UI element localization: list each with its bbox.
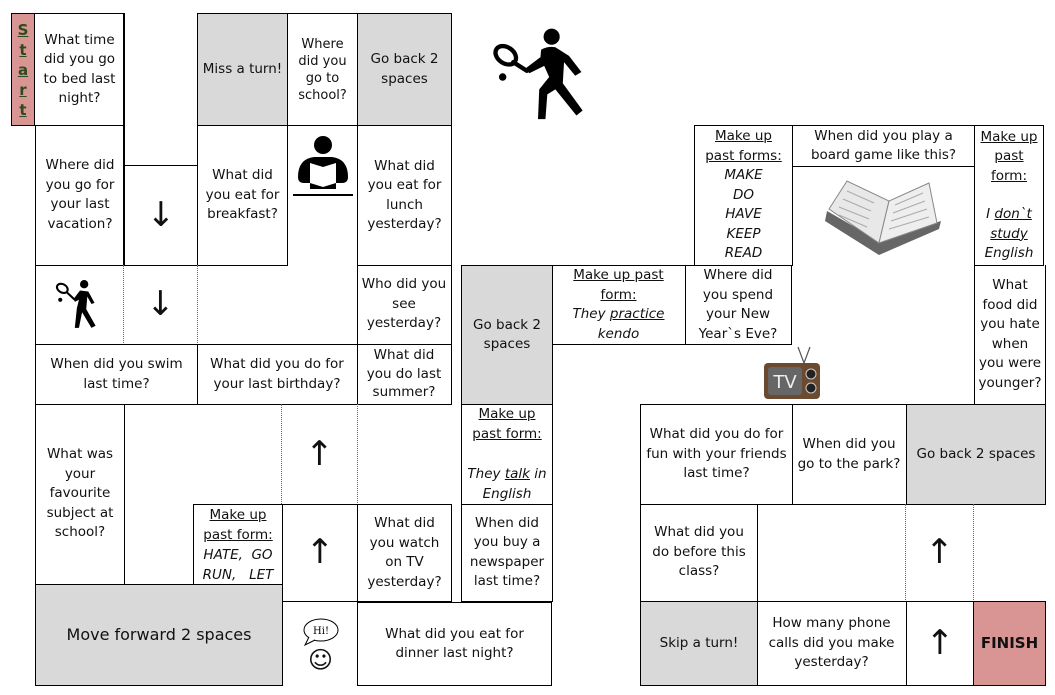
square-watch-tv	[357, 504, 452, 602]
make-up-sentence: They practice	[572, 306, 665, 322]
square-text: When did you go to the park?	[797, 436, 901, 472]
square-favourite-subject	[35, 404, 125, 585]
square-birthday	[197, 344, 358, 405]
square-empty-2	[124, 404, 282, 504]
make-up-title: Make up past form:	[472, 406, 542, 442]
tennis-player-icon	[54, 279, 106, 331]
square-summer	[357, 344, 452, 405]
square-make-up-practice	[552, 265, 686, 345]
square-new-year	[685, 265, 792, 345]
verb: DO	[732, 186, 755, 203]
make-up-title: form:	[990, 167, 1028, 184]
start-letter: r	[19, 80, 27, 99]
square-text: Miss a turn!	[202, 60, 283, 77]
arrow-down-icon: ↓	[146, 194, 176, 235]
start-letter: a	[17, 60, 29, 79]
tv-icon	[762, 345, 822, 401]
square-food-hate	[974, 265, 1046, 405]
reader-icon-cell	[288, 126, 358, 206]
start-letter: S	[17, 20, 29, 39]
arrow-up-icon: ↑	[925, 531, 954, 572]
square-phone-calls	[757, 601, 907, 686]
make-up-title: Make up past form:	[203, 506, 273, 543]
square-fun-friends	[640, 404, 793, 505]
book-icon-cell	[792, 166, 975, 266]
square-arrow-up-4	[906, 601, 974, 686]
square-text: What did you do before this class?	[652, 524, 746, 580]
speech-bubble-icon	[301, 617, 341, 647]
arrow-up-icon: ↑	[305, 433, 334, 474]
square-miss-turn	[197, 13, 288, 126]
verb: MAKE	[724, 167, 763, 184]
make-up-title: past	[994, 148, 1024, 164]
square-school	[287, 13, 358, 126]
arrow-up-icon: ↑	[305, 532, 335, 573]
square-before-class	[640, 504, 758, 602]
start-square	[11, 13, 35, 126]
hi-smiley-cell	[283, 602, 358, 686]
square-text: Where did you spend your New Year`s Eve?	[698, 267, 778, 342]
square-make-up-hate	[193, 504, 283, 585]
square-make-up-talk	[461, 404, 553, 505]
square-empty-3	[358, 404, 452, 504]
square-park	[792, 404, 907, 505]
square-text: What did you do last summer?	[366, 347, 442, 401]
make-up-sentence: They talk in English	[467, 466, 547, 502]
make-up-title: Make up past form:	[573, 267, 664, 303]
arrow-down-icon: ↓	[146, 284, 175, 325]
square-lunch	[357, 125, 452, 266]
square-arrow-up-2	[282, 504, 358, 602]
square-text: Go back 2 spaces	[916, 445, 1036, 462]
smiley-icon: ☺	[307, 646, 334, 675]
make-up-title: Make up	[980, 128, 1038, 145]
square-text: Skip a turn!	[659, 634, 739, 651]
square-empty-5	[974, 504, 1046, 602]
square-empty-4	[757, 504, 906, 602]
verb: KEEP	[726, 225, 761, 242]
square-swim	[35, 344, 198, 405]
square-go-back-right	[906, 404, 1046, 505]
square-arrow-down-2	[124, 265, 198, 345]
svg-text:Hi!: Hi!	[312, 626, 329, 638]
square-arrow-down-1	[124, 165, 198, 266]
verb-list: HATE, GO	[203, 546, 273, 563]
square-text: What did you do for fun with your friends last time?	[646, 426, 787, 482]
make-up-sentence-end: English	[984, 245, 1034, 261]
arrow-up-icon: ↑	[925, 622, 955, 663]
square-skip-turn	[640, 601, 758, 686]
svg-text:TV: TV	[773, 372, 797, 393]
square-vacation	[35, 125, 124, 266]
square-text: When did you play a board game like this?	[810, 127, 957, 163]
square-make-up-dont	[974, 125, 1044, 266]
square-empty-1	[198, 265, 358, 345]
finish-square	[973, 601, 1046, 686]
square-dinner	[357, 602, 552, 686]
square-make-up-forms	[694, 125, 793, 266]
square-text: What was your favourite subject at school?	[46, 446, 114, 541]
square-text: What food did you hate when you were younger?	[978, 277, 1042, 391]
square-newspaper	[461, 504, 553, 602]
tennis-icon-cell	[35, 265, 124, 345]
square-text: Move forward 2 spaces	[66, 625, 252, 645]
tennis-player-large-icon	[476, 2, 631, 152]
square-text: What did you eat for dinner last night?	[385, 625, 524, 661]
square-go-back-top	[357, 13, 452, 126]
open-book-icon	[819, 171, 949, 261]
square-text: What did you eat for lunch yesterday?	[367, 157, 442, 232]
verb: READ	[724, 245, 763, 262]
start-letter: t	[19, 40, 27, 59]
make-up-sentence-end: kendo	[597, 325, 640, 342]
square-text: When did you buy a newspaper last time?	[469, 514, 545, 589]
square-text: What time did you go to bed last night?	[43, 31, 116, 106]
square-go-back-mid	[461, 265, 553, 405]
square-breakfast	[197, 125, 288, 266]
square-text: When did you swim last time?	[50, 356, 183, 392]
square-text: What did you do for your last birthday?	[210, 356, 344, 392]
square-text: What did you eat for breakfast?	[205, 167, 280, 223]
square-who-see	[357, 265, 452, 345]
square-text: Go back 2 spaces	[473, 316, 541, 352]
square-arrow-up-3	[906, 504, 974, 602]
verb: HAVE	[725, 206, 762, 223]
reading-person-icon	[292, 131, 354, 201]
make-up-title: Make up past forms:	[705, 128, 782, 164]
square-text: Who did you see yesterday?	[361, 276, 447, 332]
square-bed-time	[35, 13, 125, 126]
square-text: Where did you go to school?	[298, 36, 347, 103]
start-letter: t	[19, 100, 27, 119]
square-text: Where did you go for your last vacation?	[45, 157, 115, 232]
make-up-sentence: I don`t	[986, 206, 1032, 222]
square-text: Go back 2 spaces	[370, 51, 439, 87]
verb-list: RUN, LET	[202, 566, 274, 583]
square-arrow-up-1	[282, 404, 358, 505]
square-move-forward	[35, 584, 283, 686]
square-text: What did you watch on TV yesterday?	[367, 515, 442, 590]
square-text: How many phone calls did you make yesterday?	[768, 615, 895, 671]
square-board-game	[792, 125, 975, 167]
make-up-verb: study	[990, 225, 1028, 242]
finish-label: FINISH	[980, 633, 1039, 652]
